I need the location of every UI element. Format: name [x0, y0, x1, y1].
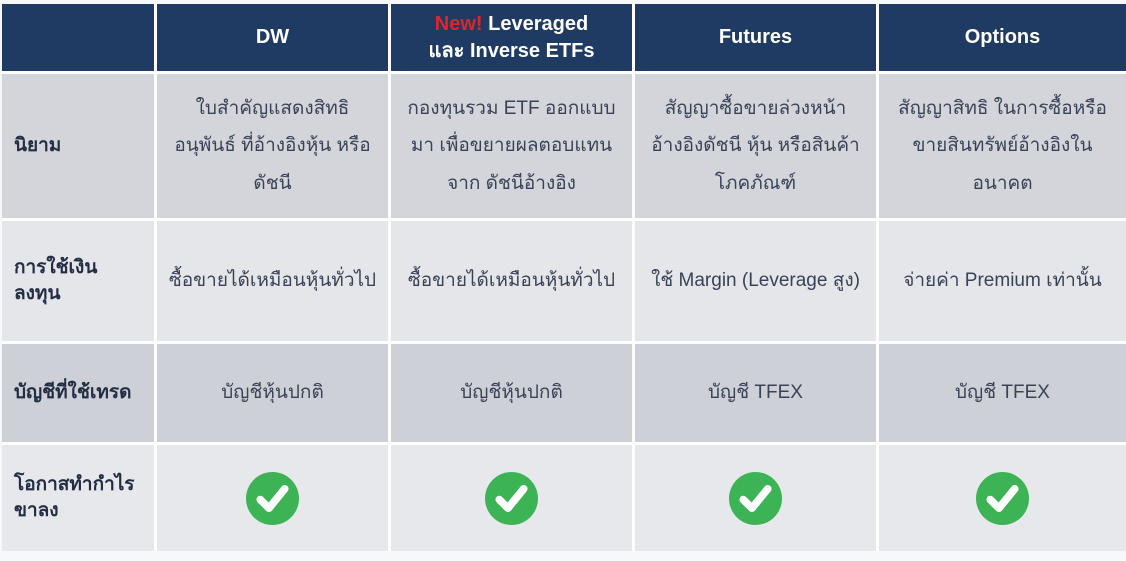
- cell-definition-futures: สัญญาซื้อขายล่วงหน้า อ้างอิงดัชนี หุ้น หรือสินค้า โภคภัณฑ์: [635, 74, 876, 218]
- cell-downside-options: [879, 445, 1126, 551]
- cell-account-options: บัญชี TFEX: [879, 344, 1126, 442]
- check-icon: [246, 472, 299, 525]
- row-label-definition: นิยาม: [2, 74, 154, 218]
- header-futures: [635, 4, 876, 71]
- row-label-capital-usage: การใช้เงินลงทุน: [2, 221, 154, 341]
- check-icon: [729, 472, 782, 525]
- row-label-trading-account: บัญชีที่ใช้เทรด: [2, 344, 154, 442]
- cell-definition-options: สัญญาสิทธิ ในการซื้อหรือ ขายสินทรัพย์อ้างอิงใน อนาคต: [879, 74, 1126, 218]
- cell-account-futures: บัญชี TFEX: [635, 344, 876, 442]
- comparison-table: [2, 4, 1126, 551]
- cell-definition-dw: ใบสำคัญแสดงสิทธิอนุพันธ์ ที่อ้างอิงหุ้น หรือดัชนี: [157, 74, 388, 218]
- header-dw-label: DW: [255, 26, 290, 48]
- cell-capital-dw: ซื้อขายได้เหมือนหุ้นทั่วไป: [157, 221, 388, 341]
- check-icon: [485, 472, 538, 525]
- header-dw: [157, 4, 388, 71]
- cell-downside-etf: [391, 445, 632, 551]
- row-label-downside-profit: โอกาสทำกำไรขาลง: [2, 445, 154, 551]
- cell-account-etf: บัญชีหุ้นปกติ: [391, 344, 632, 442]
- header-futures-label: Futures: [718, 26, 793, 48]
- header-etf: [391, 4, 632, 71]
- header-etf-line2: และ Inverse ETFs: [428, 39, 595, 62]
- cell-downside-dw: [157, 445, 388, 551]
- cell-capital-options: จ่ายค่า Premium เท่านั้น: [879, 221, 1126, 341]
- new-badge: New!: [434, 12, 483, 35]
- cell-capital-etf: ซื้อขายได้เหมือนหุ้นทั่วไป: [391, 221, 632, 341]
- header-options-label: Options: [964, 26, 1041, 48]
- check-icon: [976, 472, 1029, 525]
- header-corner-cell: [2, 4, 154, 71]
- cell-definition-etf: กองทุนรวม ETF ออกแบบมา เพื่อขยายผลตอบแทนจาก ดัชนีอ้างอิง: [391, 74, 632, 218]
- cell-capital-futures: ใช้ Margin (Leverage สูง): [635, 221, 876, 341]
- header-etf-line1-rest: Leveraged: [482, 12, 589, 35]
- header-options: [879, 4, 1126, 71]
- cell-account-dw: บัญชีหุ้นปกติ: [157, 344, 388, 442]
- header-etf-line1: [435, 11, 588, 38]
- cell-downside-futures: [635, 445, 876, 551]
